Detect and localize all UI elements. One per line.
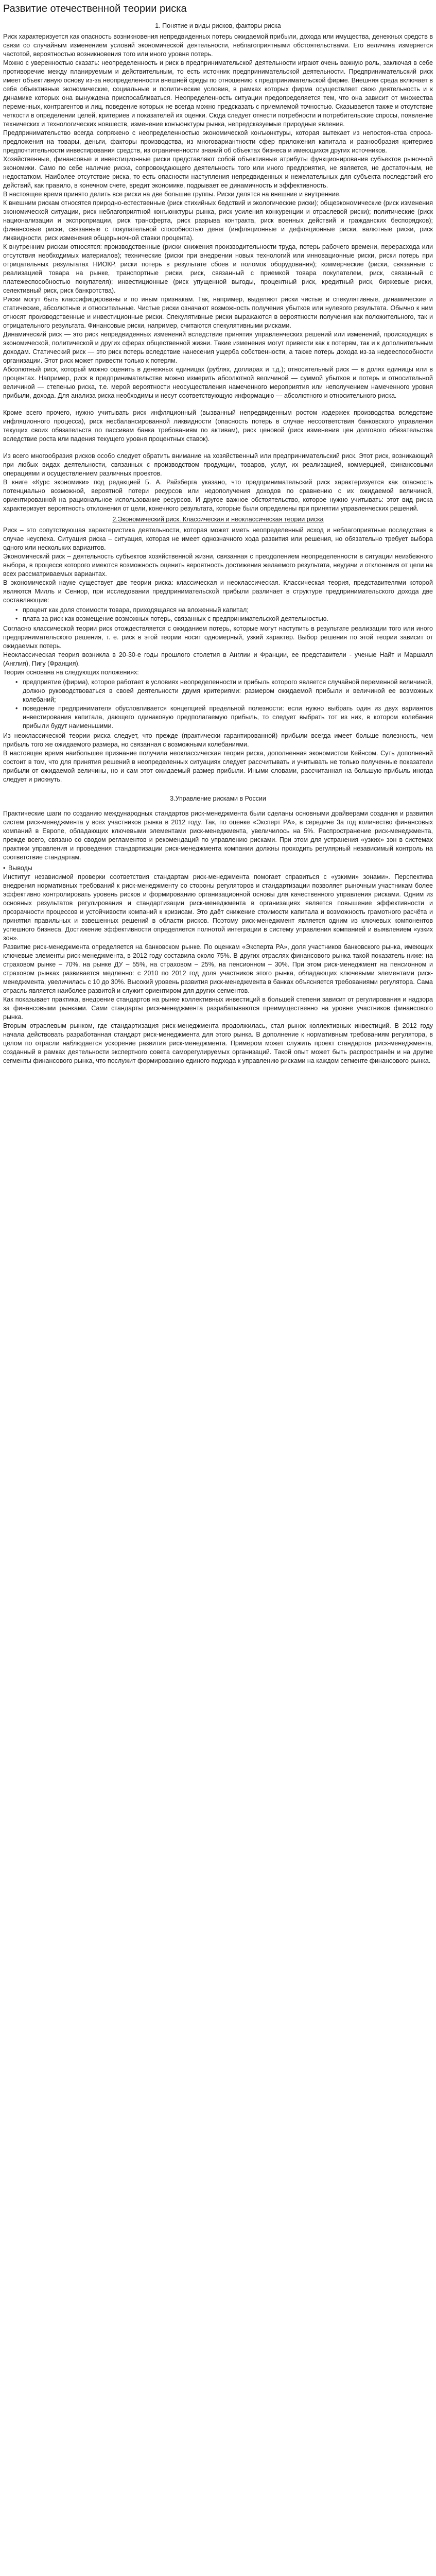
conclusions-heading	[3, 864, 433, 873]
s1-paragraph-2: Можно с уверенностью сказать: неопределенность и риск в предпринимательской деятельности играют очень важную роль, заключая в себе противоречие между планируемым и действительным, то есть источник предпринимательской деятельности. Предпринимательский риск имеет объективную основу из-за неопределенности внешней среды по отношению к предпринимательской фирме. Внешняя среда включает в себя объективные экономические, социальные и политические условия, в рамках которых фирма осуществляет свою деятельность и к динамике которых она вынуждена приспосабливаться. Неопределенность ситуации предопределяется тем, что она зависит от множества переменных, контрагентов и лиц, поведение которых не всегда можно предсказать с приемлемой точностью. Сказывается также и отсутствие четкости в определении целей, критериев и показателей их оценки. Сюда следует отнести потребности и потребительские спросы, появление технических и технологических новшеств, изменение конъюнктуры рынка, непредсказуемые природные явления.	[3, 59, 433, 128]
s1-paragraph-3: Предпринимательство всегда сопряжено с неопределенностью экономической конъюнктуры, которая вытекает из непостоянства спроса-предложения на товары, деньги, факторы производства, из многовариантности сфер приложения капитала и разнообразия критериев предпочтительности инвестирования средств, из ограниченности знаний об объектах бизнеса и имеющихся других источников.	[3, 129, 433, 154]
s1-paragraph-6: К внешним рискам относятся природно-естественные (риск стихийных бедствий и экологические риски); общеэкономические (риск изменения экономической ситуации, риск неблагоприятной конъюнктуры рынка, риск усиления конкуренции и отраслевой риски); политические (риск национализации и экспроприации, риск трансферта, риск разрыва контракта, риск военных действий и гражданских беспорядков); финансовые риски, связанные с покупательной способностью денег (инфляционные и дефляционные риски, валютные риски, риск ликвидности, риск изменения общерыночной ставки процента).	[3, 199, 433, 242]
s1-paragraph-5: В настоящее время принято делить все риски на две большие группы. Риски делятся на внешние и внутренние.	[3, 191, 341, 198]
conclusions-label: Выводы	[8, 865, 32, 872]
bullet-list	[3, 606, 433, 623]
s3-paragraph-3: Развитие риск-менеджмента определяется на банковском рынке. По оценкам «Эксперта РА», доля участников банковского рынка, имеющих ключевые элементы риск-менеджмента, в 2012 году составила около 75%. В других отраслях финансового рынка такой показатель ниже: на страховом рынке – 70%, на рынке ДУ – 55%, на страховом – 25%, на пенсионном – 30%. При этом риск-менеджмент на пенсионном и страховом рынках развивается медленно: с 2010 по 2012 год доля участников этого рынка, обладающих ключевыми элементами риск-менеджмента, увеличилась с 10 до 30%. Высокий уровень развития риск-менеджмента в банках объясняется требованиями регулятора. Сама отрасль является наиболее развитой и служит ориентиром для других сегментов.	[3, 943, 433, 994]
section-3-heading: 3.Управление рисками в России	[170, 795, 266, 802]
s2-paragraph-8: В настоящее время наибольшее признание получила неоклассическая теория риска, дополненная экономистом Кейнсом. Суть дополнений состоит в том, что для принятия решений в неопределенных ситуациях следует рассчитывать и учитывать не только полученные показатели прибыли от ожидаемой величины, но и сам этот ожидаемый размер прибыли. Иными словами, рассчитанная на большую прибыль иногда следует и рискнуть.	[3, 750, 433, 783]
s1-paragraph-7: К внутренним рискам относятся: производственные (риски снижения производительности труда, потерь рабочего времени, перерасхода или отсутствия необходимых материалов); технические (риски при внедрении новых технологий или инновационные риски, риски потерь при отрицательных результатах НИОКР, риски потерь в результате сбоев и поломок оборудования); коммерческие (риски, связанные с реализацией товара на рынке, транспортные риски, риск, связанный с приемкой товара покупателем, риск, связанный с платежеспособностью покупателя); инвестиционные (риск упущенной выгоды, процентный риск, кредитный риск, биржевые риски, селективный риск, риск банкротства).	[3, 243, 433, 294]
s3-paragraph-1: Практические шаги по созданию международных стандартов риск-менеджмента были сделаны основными драйверами создания и развития систем риск-менеджмента у всех участников рынка в 2012 году. Так, по оценке «Эксперт РА», в середине 3а год количество финансовых компаний в Европе, обладающих ключевыми элементами риск-менеджмента, увеличилось на 5%. Распространение риск-менеджмента, прежде всего, связано со сводом регламентов и рекомендаций по управлению рисками. При этом для устранения «узких» зон в системах практики управления и проведения стандартизации риск-менеджмента компании должны проходить регулярный независимый контроль на соответствие стандартам.	[3, 810, 433, 861]
document-page	[0, 0, 436, 1076]
page-title: Развитие отечественной теории риска	[3, 3, 187, 14]
list-item: • предприятие (фирма), которое работает в условиях неопределенности и прибыль которого является случайной переменной величиной, должно руководствоваться в своей деятельности двумя критериями: размером ожидаемой прибыли и величиной ее возможных колебаний;	[23, 678, 433, 704]
s3-paragraph-5: Вторым отраслевым рынком, где стандартизация риск-менеджмента продолжилась, стал рынок коллективных инвестиций. В 2012 году начала действовать разработанная стандарт риск-менеджмента для этого рынка. В дополнение к нормативным требованиям регулятора, в целом по отрасли наблюдается ускорение развития риск-менеджмента. Примером может служить проект стандартов риск-менеджмента, созданный в рамках деятельности экспертного совета саморегулируемых организаций. Такой опыт может быть распространён и на другие сегменты финансового рынка, что послужит формированию единого подхода к управлению рисками на каждом сегменте финансового рынка.	[3, 1022, 433, 1064]
s1-paragraph-8: Риски могут быть классифицированы и по иным признакам. Так, например, выделяют риски чистые и спекулятивные, динамические и статические, абсолютные и относительные. Чистые риски означают возможность получения убытков или нулевого результата. Обычно к ним относят производственные и инвестиционные риски. Спекулятивные риски выражаются в вероятности получения как положительного, так и отрицательного результата. Финансовые риски, например, считаются спекулятивными рисками.	[3, 296, 433, 329]
bullet-list	[3, 678, 433, 731]
list-item: • поведение предпринимателя обусловливается концепцией предельной полезности: если нужно выбрать один из двух вариантов инвестирования капитала, дающего одинаковую предполагаемую прибыль, то следует выбрать тот из них, в котором колебания прибыли будут наименьшими.	[23, 704, 433, 731]
spacer	[3, 805, 433, 809]
section-2-heading: 2.Экономический риск. Классическая и неоклассическая теории риска	[112, 516, 324, 523]
s1-paragraph-10: Абсолютный риск, который можно оценить в денежных единицах (рублях, долларах и т.д.); относительный риск — в долях единицы или в процентах. Например, риск в предпринимательстве можно измерить абсолютной величиной — суммой убытков и потерь и относительной величиной — степенью риска, т.е. мерой вероятности неосуществления намеченного мероприятия или неполучением намеченного уровня прибыли, дохода. Для анализа риска необходимы и несут соответствующую информацию — абсолютного и относительного риска.	[3, 366, 433, 399]
s1b-paragraph-2: В книге «Курс экономики» под редакцией Б. А. Райзберга указано, что предпринимательский риск характеризуется как опасность потенциально возможной, вероятной потери ресурсов или недополучения доходов по сравнению с их ожидаемой величиной, ориентированной на рациональное использование ресурсов. И другое важное обстоятельство, которое нужно учитывать: этот вид риска характеризует вероятность отклонения от цели, конечного результата, которые были определены при принятии управленческих решений.	[3, 479, 433, 512]
s2-paragraph-6: Теория основана на следующих положениях:	[3, 669, 139, 676]
s2-paragraph-4: Согласно классической теории риск отождествляется с ожиданием потерь, которые могут наступить в результате реализации того или иного предпринимательского решения, т. е. риск в этой теории носит одномерный, узкий характер. Выбор решения по этой теории зависит от ожидаемых потерь.	[3, 625, 433, 650]
section-1-heading: 1. Понятие и виды рисков, факторы риска	[155, 22, 281, 29]
s2-paragraph-3: В экономической науке существует две теории риска: классическая и неоклассическая. Классическая теория, представителями которой являются Милль и Сениор, при исследовании предпринимательской прибыли различает в структуре предпринимательского дохода две составляющие:	[3, 579, 433, 604]
s2-paragraph-7: Из неоклассической теории риска следует, что прежде (практически гарантированной) прибыли всегда имеет больше полезность, чем прибыль того же ожидаемого размера, но связанная с возможными колебаниями.	[3, 732, 433, 748]
list-item: • процент как доля стоимости товара, приходящаяся на вложенный капитал;	[23, 606, 433, 615]
s1-paragraph-4: Хозяйственные, финансовые и инвестиционные риски представляют собой объективные атрибуты функционирования субъектов рыночной экономики. Само по себе наличие риска, сопровождающего деятельность того или иного предприятия, не является, не достаточным, не недостатком. Наиболее отсутствие риска, то есть опасности наступления непредвиденных и нежелательных для субъекта последствий его действий, как правило, в конечном счете, вредит экономике, подрывает ее динамичность и эффективность.	[3, 156, 433, 189]
s1-paragraph-9: Динамический риск — это риск непредвиденных изменений вследствие принятия управленческих решений или изменений, происходящих в экономической, политической и других сферах общественной жизни. Такие изменения могут привести как к потерям, так и к дополнительным доходам. Статический риск — это риск потерь вследствие нанесения ущерба собственности, а также потерь дохода из-за недееспособности организации. Этот риск может привести только к потерям.	[3, 331, 433, 364]
spacer	[3, 444, 433, 452]
bullet-icon: •	[3, 865, 6, 872]
list-item: • плата за риск как возмещение возможных потерь, связанных с предпринимательской деятельностью.	[23, 615, 433, 623]
s1b-paragraph-1: Из всего многообразия рисков особо следует обратить внимание на хозяйственный или предпринимательский риск. Этот риск, возникающий при любых видах деятельности, связанных с производством продукции, товаров, услуг, их реализацией, коммерцией, финансовыми операциями и осуществлением различных проектов.	[3, 452, 433, 477]
s1-paragraph-1: Риск характеризуется как опасность возникновения непредвиденных потерь ожидаемой прибыли, дохода или имущества, денежных средств в связи со случайным изменением условий экономической деятельности, неблагоприятными обстоятельствами. Его величина измеряется частотой, вероятностью возникновения того или иного уровня потерь.	[3, 33, 433, 58]
spacer	[3, 400, 433, 409]
s2-paragraph-2: Экономический риск – деятельность субъектов хозяйственной жизни, связанная с преодолением неопределенности в ситуации неизбежного выбора, в процессе которого имеются возможность оценить вероятность достижения желаемого результата, неудачи и отклонения от цели на всех рассматриваемых вариантах.	[3, 553, 433, 578]
spacer	[3, 784, 433, 792]
s3-paragraph-2: Институт независимой проверки соответствия стандартам риск-менеджмента помогает справиться с «узкими» зонами». Перспектива внедрения нормативных требований к риск-менеджменту со стороны регуляторов и стандартизации позволяет рыночным участникам более эффективно контролировать уровень рисков и формированию организационной основы для качественного управления рисками. Одним из основных результатов регулирования и стандартизации риск-менеджмента в организациях является повышение эффективности и прозрачности процессов и устойчивости компаний к кризисам. Это даёт снижение стоимости капитала и возможность грамотного расчёта и принятия правильных и взвешенных решений в области рисков. Поэтому риск-менеджмент является одним из ключевых компонентов успешного бизнеса. Достижение эффективности определяется полнотой интеграции в систему управления компанией и выявлением «узких зон».	[3, 873, 433, 942]
s2-paragraph-1: Риск – это сопутствующая характеристика деятельности, которая может иметь неопределенный исход и неблагоприятные последствия в случае неуспеха. Ситуация риска – ситуация, которая не имеет однозначного хода развития или решения, но обязательно требует выбора одного или нескольких вариантов.	[3, 527, 433, 551]
s3-paragraph-4: Как показывает практика, внедрение стандартов на рынке коллективных инвестиций в большей степени зависит от регулирования и надзора за финансовыми рынками. Сами стандарты риск-менеджмента разрабатываются преимущественно на уровне участников финансового рынка.	[3, 996, 433, 1021]
s1-extra-paragraph: Кроме всего прочего, нужно учитывать риск инфляционный (вызванный непредвиденным ростом издержек производства вследствие инфляционного процесса), риск несбалансированной ликвидности (опасность потерь в случае несоответствия банковского управления текущих своих обязательств по пассивам банка требованиям по активам), риск ценовой (риск изменения цен долгового обязательства вследствие роста или падения текущего уровня процентных ставок).	[3, 409, 433, 443]
s2-paragraph-5: Неоклассическая теория возникла в 20-30-е годы прошлого столетия в Англии и Франции, ее представители - ученые Найт и Маршалл (Англия), Пигу (Франция).	[3, 651, 433, 667]
